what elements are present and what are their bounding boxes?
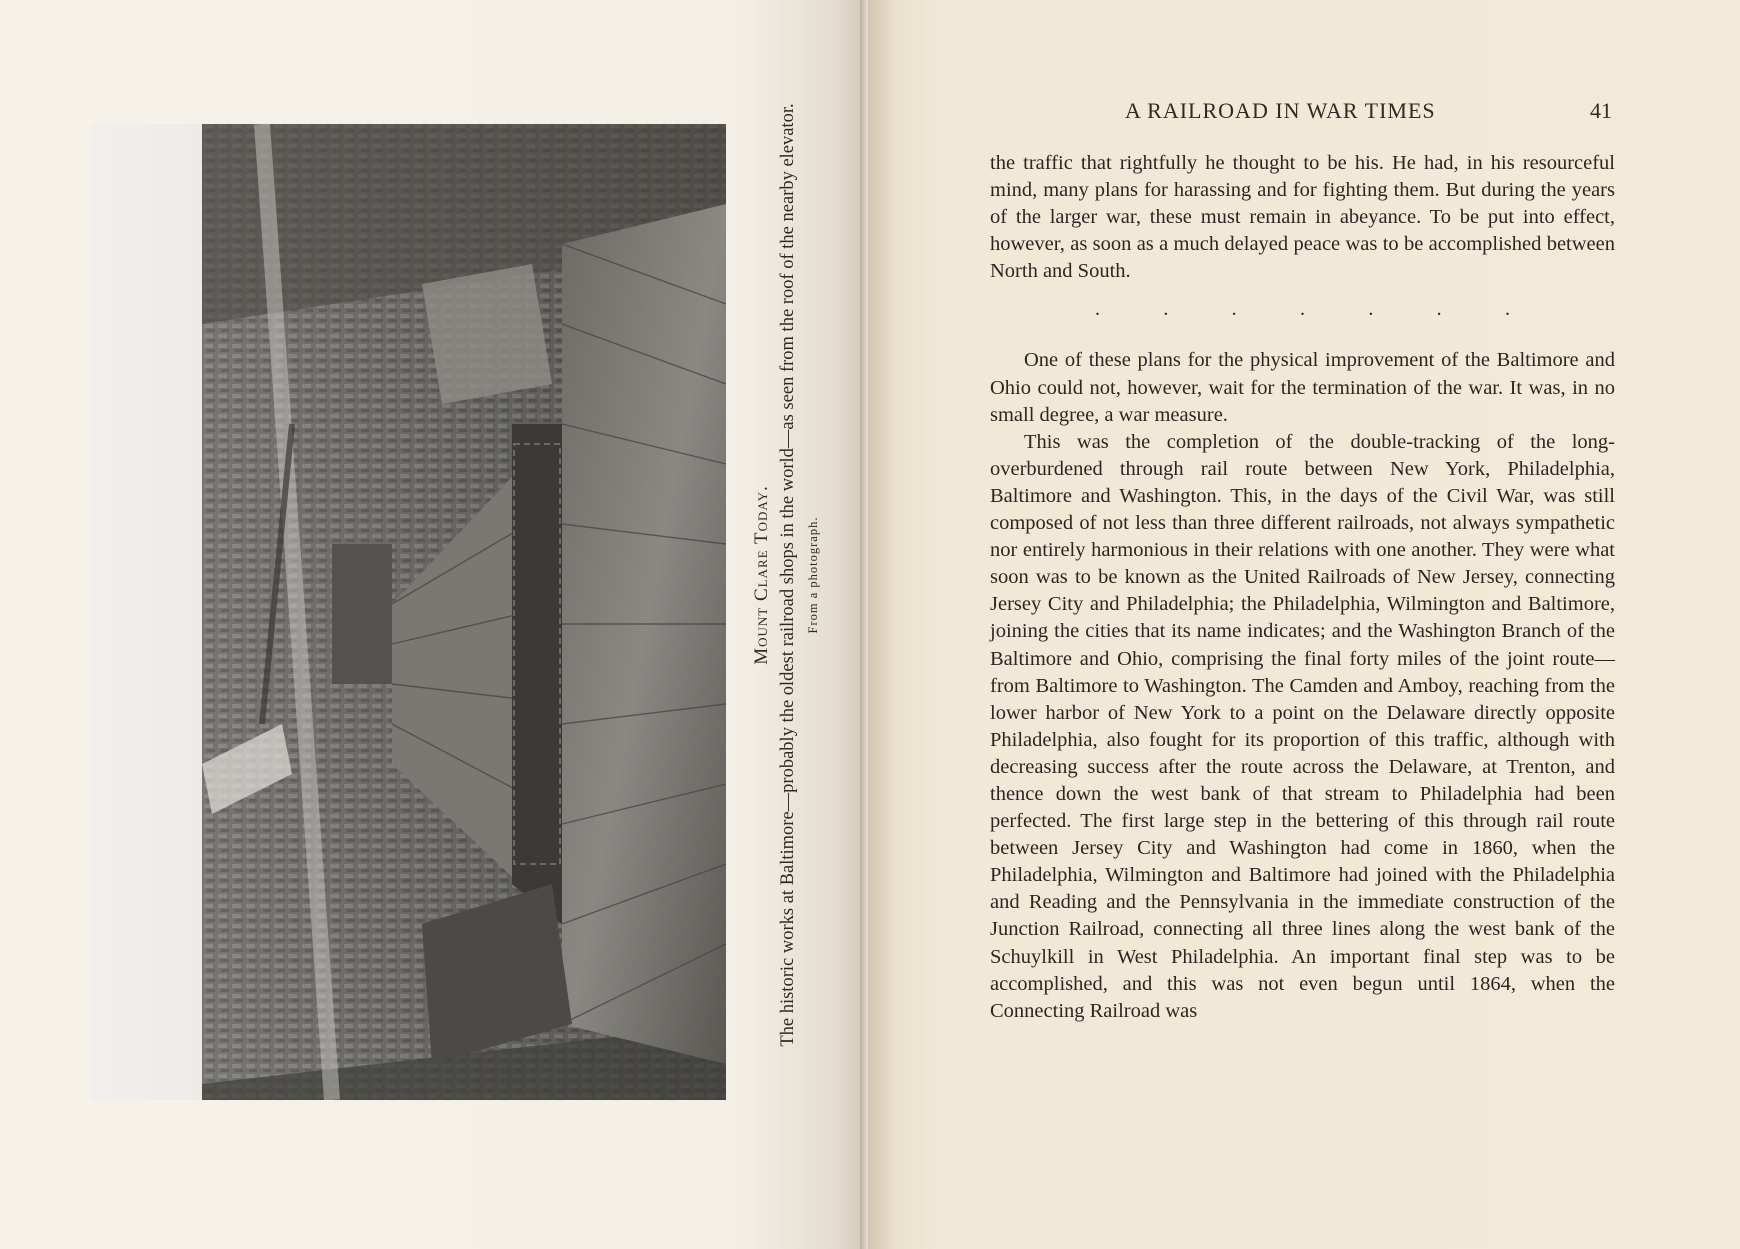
- body-text: [990, 150, 1615, 1025]
- paragraph-1: the traffic that rightfully he thought to be his. He had, in his resourceful mind, many plans for harassing and for fighting them. But during the years of the larger war, these must remain in abeyance. To be put into effect, however, as soon as a much delayed peace was to be accomplished between North and South.: [990, 152, 1615, 283]
- left-page: [0, 0, 868, 1249]
- break-dot: .: [1368, 298, 1374, 321]
- break-dot: .: [1436, 298, 1442, 321]
- plate-caption: [750, 85, 840, 1065]
- paragraph-3: This was the completion of the double-tracking of the long-overburdened through rail route between New York, Philadelphia, Baltimore and Washington. This, in the days of the Civil War, was still composed of not less than three different railroads, not always sympathetic nor entirely harmonious in their relations with one another. They were what soon was to be known as the United Railroads of New Jersey, connecting Jersey City and Philadelphia; the Philadelphia, Wilmington and Baltimore, joining the cities that its name indicates; and the Washington Branch of the Baltimore and Ohio, comprising the final forty miles of the joint route—from Baltimore to Washington. The Camden and Amboy, reaching from the lower harbor of New York to a point on the Delaware directly opposite Philadelphia, also fought for its proportion of this traffic, although with decreasing success after the route across the Delaware, at Trenton, and thence down the west bank of that stream to Philadelphia had been perfected. The first large step in the bettering of this through rail route between Jersey City and Washington had come in 1860, when the Philadelphia, Wilmington and Baltimore had joined with the Philadelphia and Reading and the Pennsylvania in the immediate construction of the Junction Railroad, connecting all three lines along the west bank of the Schuylkill in West Philadelphia. An important final step was to be accomplished, and this was not even begun until 1864, when the Connecting Railroad was: [990, 430, 1615, 1022]
- caption-text: The historic works at Baltimore—probably the oldest railroad shops in the world—as seen from the roof of the nearby elevator.: [778, 103, 798, 1047]
- page-number: 41: [1590, 98, 1612, 123]
- break-dot: .: [1504, 298, 1510, 321]
- break-dot: .: [1163, 298, 1169, 321]
- break-dot: .: [1299, 298, 1305, 321]
- aerial-photograph: [92, 124, 726, 1100]
- running-head: A RAILROAD IN WAR TIMES: [1125, 98, 1436, 123]
- caption-title: Mount Clare Today.: [751, 485, 772, 665]
- paragraph-2: One of these plans for the physical improvement of the Baltimore and Ohio could not, however, wait for the termination of the war. It was, in no small degree, a war measure.: [990, 349, 1615, 426]
- break-dot: .: [1095, 298, 1100, 321]
- photo-plate: [92, 124, 726, 1100]
- break-dot: .: [1231, 298, 1237, 321]
- section-break: [990, 299, 1615, 327]
- caption-credit: From a photograph.: [806, 516, 820, 634]
